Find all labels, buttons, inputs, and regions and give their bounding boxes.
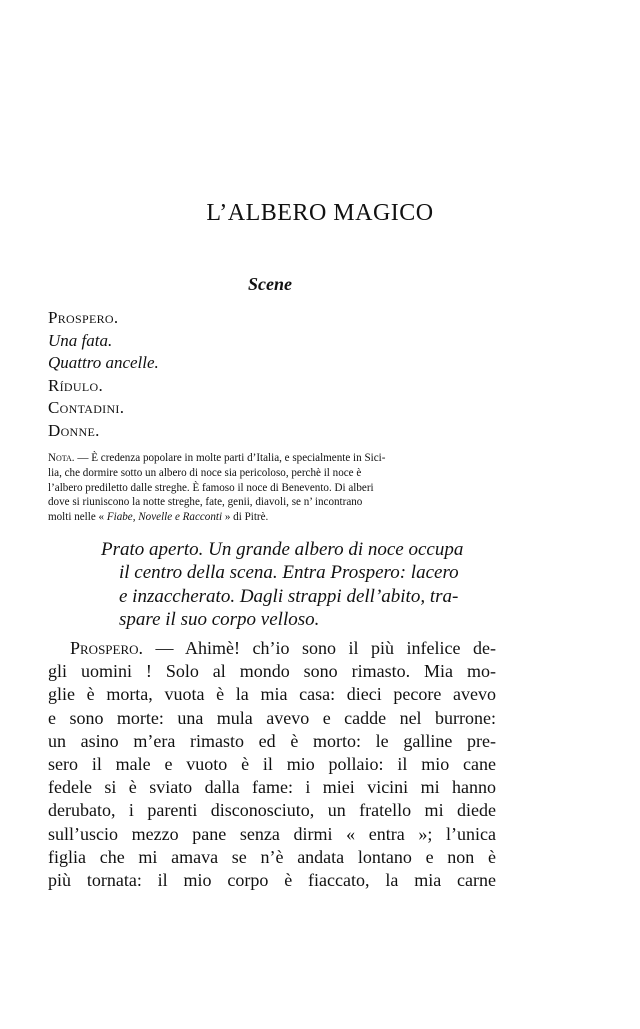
- cast-item-donne: Donne.: [48, 420, 100, 440]
- cast-item-ridulo: Rídulo.: [48, 375, 104, 395]
- cast-list: [48, 307, 159, 443]
- speaker-name: Prospero.: [70, 638, 144, 658]
- page-title: L’ALBERO MAGICO: [206, 200, 434, 226]
- cast-item-prospero: Prospero.: [48, 308, 119, 327]
- footnote-line: lia, che dormire sotto un albero di noce sia pericoloso, perchè il noce è: [48, 466, 362, 479]
- speech-line: sero il male e vuoto è il mio pollaio: il mio cane: [48, 754, 496, 775]
- monologue: [48, 637, 496, 892]
- footnote-label: Nota.: [48, 452, 75, 464]
- speech-line: glie è morta, vuota è la mia casa: dieci pecore avevo: [48, 684, 496, 705]
- speech-line: fedele si è sviato dalla fame: i miei vicini mi hanno: [48, 777, 496, 798]
- footnote-text: » di Pitrè.: [222, 511, 269, 524]
- speech-text: — Ahimè! ch’io sono il più infelice de-: [143, 638, 496, 658]
- speech-line: gli uomini ! Solo al mondo sono rimasto. Mia mo-: [48, 661, 496, 682]
- speech-line: e sono morte: una mula avevo e cadde nel burrone:: [48, 707, 496, 728]
- footnote: [48, 451, 496, 525]
- footnote-text: molti nelle «: [48, 511, 107, 524]
- cast-item-contadini: Contadini.: [48, 398, 125, 418]
- footnote-line: dove si riuniscono la notte streghe, fate, genii, diavoli, se n’ incontrano: [48, 496, 363, 509]
- speech-line: derubato, i parenti disconosciuto, un fratello mi diede: [48, 800, 496, 821]
- footnote-line: l’albero prediletto dalle streghe. È famoso il noce di Benevento. Di alberi: [48, 481, 374, 494]
- scene-heading: Scene: [248, 274, 292, 294]
- speech-line: sull’uscio mezzo pane senza dirmi « entra »; l’unica: [48, 823, 496, 844]
- speech-line: [48, 637, 496, 660]
- footnote-book-title: Fiabe, Novelle e Racconti: [106, 511, 223, 524]
- stage-line: spare il suo corpo velloso.: [119, 608, 320, 630]
- stage-line: e inzaccherato. Dagli strappi dell’abito, tra-: [119, 585, 459, 607]
- cast-item-fata: Una fata.: [48, 330, 113, 350]
- stage-line: il centro della scena. Entra Prospero: lacero: [119, 562, 459, 584]
- speech-line: figlia che mi amava se n’è andata lontano e non è: [48, 846, 496, 867]
- speech-line: più tornata: il mio corpo è fiaccato, la mia carne: [48, 870, 496, 891]
- speech-line: un asino m’era rimasto ed è morto: le galline pre-: [48, 730, 496, 751]
- footnote-line: [48, 510, 496, 525]
- cast-item-ancelle: Quattro ancelle.: [48, 353, 159, 373]
- stage-direction: [101, 538, 463, 631]
- footnote-line: [48, 451, 496, 466]
- footnote-text: — È credenza popolare in molte parti d’Italia, e specialmente in Sici-: [74, 452, 386, 464]
- stage-line: Prato aperto. Un grande albero di noce occupa: [101, 539, 464, 560]
